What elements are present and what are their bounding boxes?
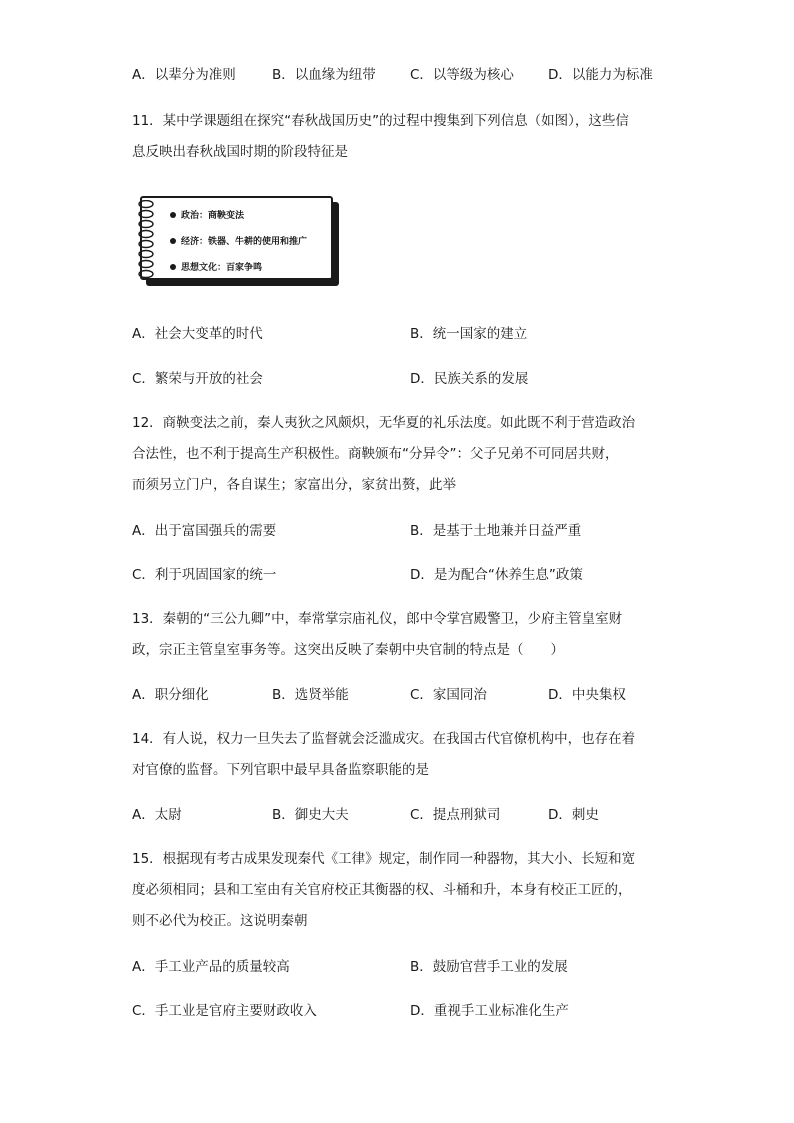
q11-option-b: B．统一国家的建立 — [410, 326, 528, 342]
q11-option-d: D．民族关系的发展 — [410, 371, 529, 387]
q15-stem-line: 15．根据现有考古成果发现秦代《工律》规定，制作同一种器物，其大小、长短和宽 — [132, 851, 636, 867]
q10-option-c: C．以等级为核心 — [410, 67, 514, 83]
bullet-icon — [170, 212, 176, 218]
q12-stem-line: 合法性，也不利于提高生产积极性。商鞅颁布“分异令”：父子兄弟不可同居共财， — [132, 446, 619, 462]
q12-option-b: B．是基于土地兼并日益严重 — [410, 523, 582, 539]
figure-item-politics: 政治：商鞅变法 — [170, 210, 244, 222]
q12-option-c: C．利于巩固国家的统一 — [132, 567, 277, 583]
q12-option-a: A．出于富国强兵的需要 — [132, 523, 277, 539]
q15-stem-line: 度必须相同；县和工室由有关官府校正其衡器的权、斗桶和升，本身有校正工匠的， — [132, 882, 632, 898]
q12-stem — [132, 408, 662, 501]
q10-option-b: B．以血缘为纽带 — [272, 67, 376, 83]
q13-stem-line: 13．秦朝的“三公九卿”中，奉常掌宗庙礼仪，郎中令掌宫殿警卫，少府主管皇室财 — [132, 611, 623, 627]
q13-option-c: C．家国同治 — [410, 687, 487, 703]
q15-stem-line: 则不必代为校正。这说明秦朝 — [132, 913, 308, 929]
q10-option-d: D．以能力为标准 — [548, 67, 653, 83]
bullet-icon — [170, 264, 176, 270]
q13-stem — [132, 604, 662, 666]
q11-notebook-figure — [140, 196, 339, 286]
q15-stem — [132, 844, 662, 937]
q15-option-b: B．鼓励官营手工业的发展 — [410, 959, 568, 975]
figure-item-culture: 思想文化：百家争鸣 — [170, 262, 262, 274]
q14-option-d: D．刺史 — [548, 807, 599, 823]
q13-option-b: B．选贤举能 — [272, 687, 349, 703]
q11-option-c: C．繁荣与开放的社会 — [132, 371, 263, 387]
bullet-icon — [170, 238, 176, 244]
q15-option-c: C．手工业是官府主要财政收入 — [132, 1003, 317, 1019]
q14-stem — [132, 724, 662, 786]
q11-stem — [132, 106, 662, 168]
q14-option-a: A．太尉 — [132, 807, 182, 823]
figure-item-economy: 经济：铁器、牛耕的使用和推广 — [170, 236, 307, 248]
q14-option-b: B．御史大夫 — [272, 807, 349, 823]
q14-stem-line: 对官僚的监督。下列官职中最早具备监察职能的是 — [132, 762, 429, 778]
spiral-binding-icon — [136, 200, 158, 280]
q12-stem-line: 而须另立门户，各自谋生；家富出分，家贫出赘，此举 — [132, 477, 456, 493]
q13-option-a: A．职分细化 — [132, 687, 209, 703]
q10-option-a: A．以辈分为准则 — [132, 67, 236, 83]
q12-stem-line: 12．商鞅变法之前，秦人夷狄之风颇炽，无华夏的礼乐法度。如此既不利于营造政治 — [132, 415, 636, 431]
notebook-page — [140, 196, 333, 280]
q12-option-d: D．是为配合“休养生息”政策 — [410, 567, 583, 583]
q11-stem-line: 11．某中学课题组在探究“春秋战国历史”的过程中搜集到下列信息（如图），这些信 — [132, 113, 629, 129]
q13-stem-line: 政，宗正主管皇室事务等。这突出反映了秦朝中央官制的特点是（ ） — [132, 642, 564, 658]
q14-option-c: C．提点刑狱司 — [410, 807, 501, 823]
q11-option-a: A．社会大变革的时代 — [132, 326, 263, 342]
q13-option-d: D．中央集权 — [548, 687, 626, 703]
q14-stem-line: 14．有人说，权力一旦失去了监督就会泛滥成灾。在我国古代官僚机构中，也存在着 — [132, 731, 636, 747]
q15-option-d: D．重视手工业标准化生产 — [410, 1003, 569, 1019]
q15-option-a: A．手工业产品的质量较高 — [132, 959, 290, 975]
q11-stem-line: 息反映出春秋战国时期的阶段特征是 — [132, 144, 348, 160]
